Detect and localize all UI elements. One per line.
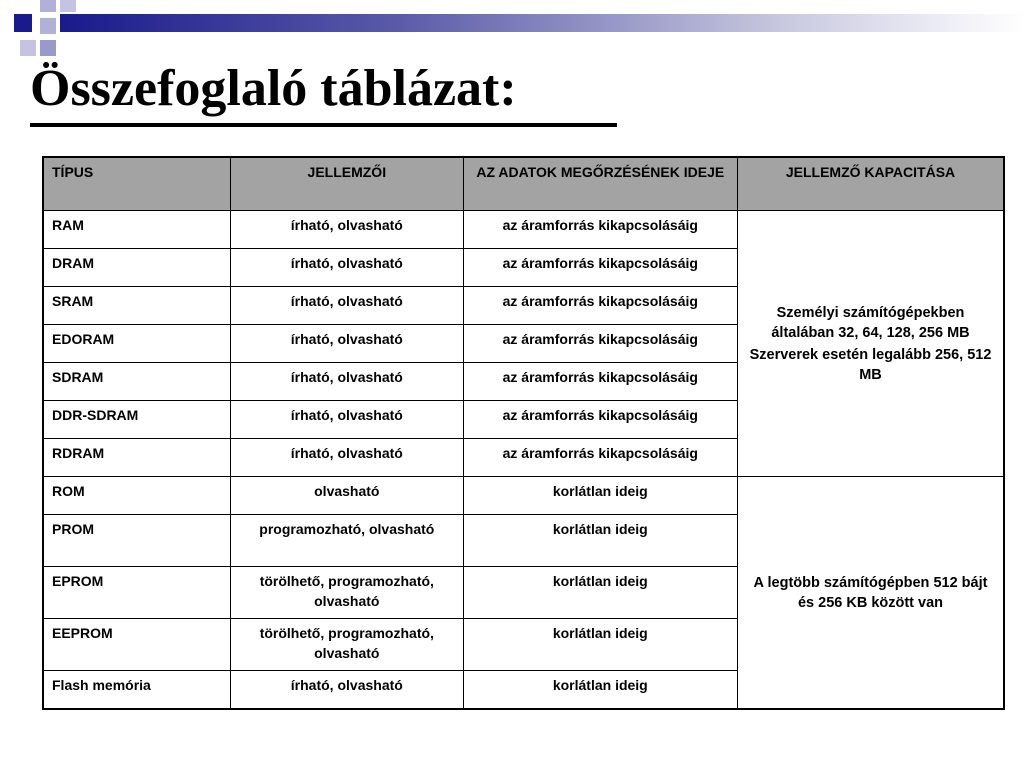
cell-features: írható, olvasható (231, 211, 464, 249)
corner-decoration (0, 0, 1024, 60)
header-capacity: JELLEMZŐ KAPACITÁSA (738, 157, 1005, 211)
capacity-rom: A legtöbb számítógépben 512 bájt és 256 KB között van (753, 574, 988, 611)
cell-type: RAM (43, 211, 231, 249)
cell-features: olvasható (231, 477, 464, 515)
cell-type: EEPROM (43, 619, 231, 671)
cell-capacity-rom (738, 477, 1005, 710)
deco-square-light-2 (60, 0, 76, 12)
deco-square-light-5 (20, 40, 36, 56)
cell-type: EPROM (43, 567, 231, 619)
cell-retention: az áramforrás kikapcsolásáig (463, 287, 737, 325)
title-underline (30, 123, 617, 127)
deco-square-light-1 (40, 0, 56, 12)
cell-features: írható, olvasható (231, 287, 464, 325)
header-gradient-band (60, 14, 1024, 32)
cell-features: írható, olvasható (231, 401, 464, 439)
header-retention: AZ ADATOK MEGŐRZÉSÉNEK IDEJE (463, 157, 737, 211)
cell-type: DDR-SDRAM (43, 401, 231, 439)
cell-features: írható, olvasható (231, 671, 464, 710)
header-features: JELLEMZŐI (231, 157, 464, 211)
cell-retention: korlátlan ideig (463, 671, 737, 710)
cell-features: írható, olvasható (231, 363, 464, 401)
cell-features: írható, olvasható (231, 325, 464, 363)
cell-type: DRAM (43, 249, 231, 287)
cell-capacity-ram (738, 211, 1005, 477)
cell-type: SDRAM (43, 363, 231, 401)
cell-retention: korlátlan ideig (463, 477, 737, 515)
cell-retention: az áramforrás kikapcsolásáig (463, 401, 737, 439)
cell-type: Flash memória (43, 671, 231, 710)
cell-features: írható, olvasható (231, 439, 464, 477)
deco-square-light-3 (40, 18, 56, 34)
cell-retention: az áramforrás kikapcsolásáig (463, 211, 737, 249)
cell-type: PROM (43, 515, 231, 567)
table-row (43, 477, 1004, 515)
cell-retention: az áramforrás kikapcsolásáig (463, 363, 737, 401)
cell-features: programozható, olvasható (231, 515, 464, 567)
cell-retention: az áramforrás kikapcsolásáig (463, 249, 737, 287)
cell-type: RDRAM (43, 439, 231, 477)
cell-features: törölhető, programozható, olvasható (231, 567, 464, 619)
table-row (43, 211, 1004, 249)
cell-retention: korlátlan ideig (463, 619, 737, 671)
header-type: TÍPUS (43, 157, 231, 211)
deco-square-navy (14, 14, 32, 32)
slide-title: Összefoglaló táblázat: (30, 60, 517, 117)
deco-square-light-4 (40, 40, 56, 56)
cell-type: SRAM (43, 287, 231, 325)
cell-features: törölhető, programozható, olvasható (231, 619, 464, 671)
cell-retention: az áramforrás kikapcsolásáig (463, 439, 737, 477)
capacity-ram-pc: Személyi számítógépekben általában 32, 64, 128, 256 MB (771, 304, 970, 341)
cell-type: ROM (43, 477, 231, 515)
cell-type: EDORAM (43, 325, 231, 363)
cell-retention: korlátlan ideig (463, 567, 737, 619)
cell-retention: korlátlan ideig (463, 515, 737, 567)
cell-retention: az áramforrás kikapcsolásáig (463, 325, 737, 363)
header-row (43, 157, 1004, 211)
memory-summary-table (42, 156, 1005, 710)
capacity-ram-server: Szerverek esetén legalább 256, 512 MB (749, 346, 992, 383)
cell-features: írható, olvasható (231, 249, 464, 287)
